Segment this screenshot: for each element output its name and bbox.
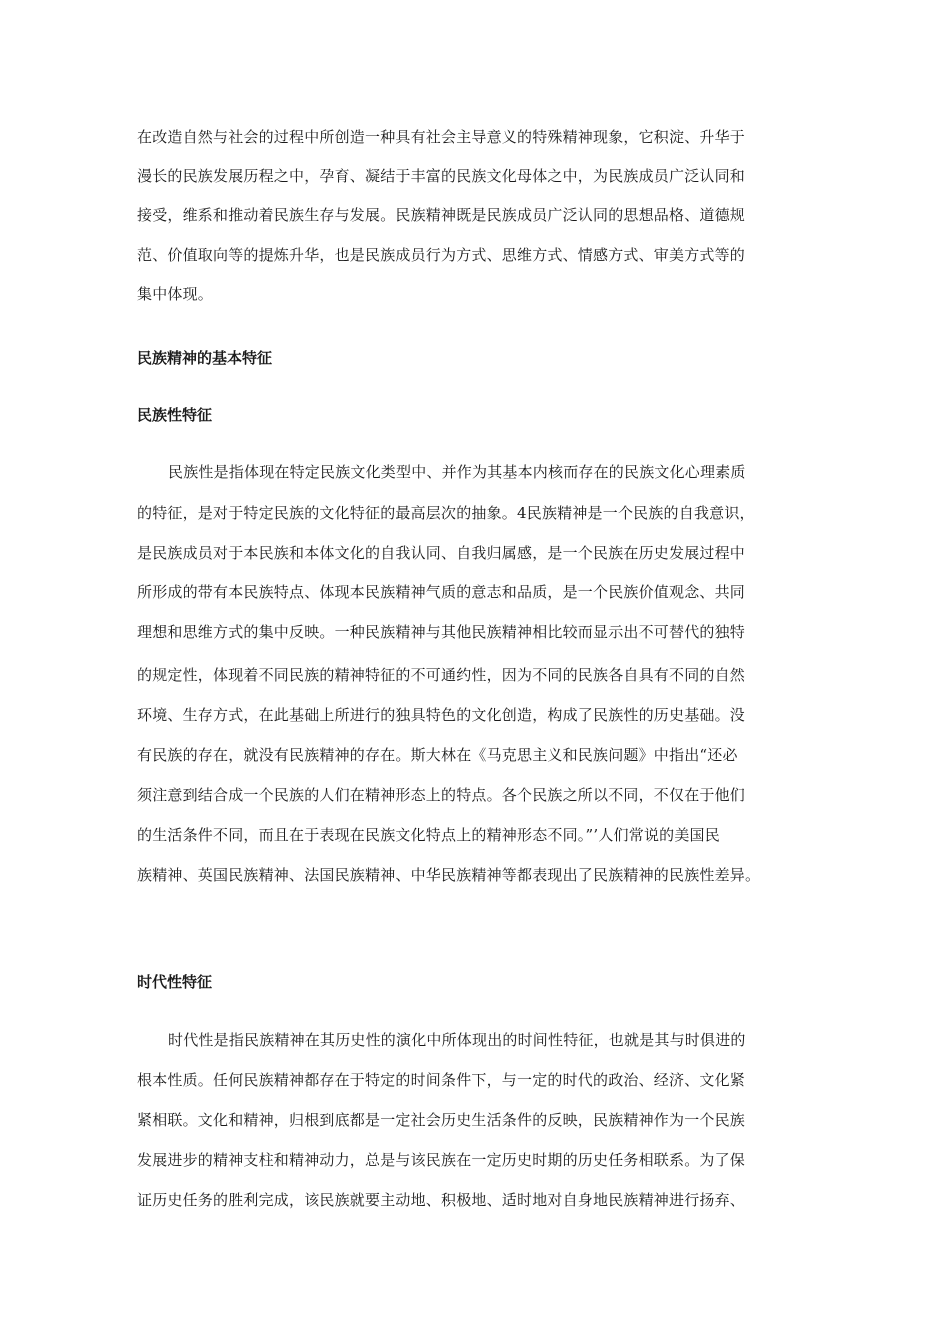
paragraph-1-line: 在改造自然与社会的过程中所创造一种具有社会主导意义的特殊精神现象，它积淀、升华于 [137,128,746,146]
paragraph-1-line: 漫长的民族发展历程之中，孕育、凝结于丰富的民族文化母体之中，为民族成员广泛认同和 [137,167,746,185]
paragraph-2-line: 的生活条件不同，而且在于表现在民族文化特点上的精神形态不同。”’人们常说的美国民 [137,826,720,844]
section-heading-era: 时代性特征 [137,973,213,991]
paragraph-3-line: 时代性是指民族精神在其历史性的演化中所体现出的时间性特征，也就是其与时俱进的 [168,1031,746,1049]
paragraph-3-line: 紧相联。文化和精神，归根到底都是一定社会历史生活条件的反映，民族精神作为一个民族 [137,1111,746,1129]
paragraph-2-line: 的规定性，体现着不同民族的精神特征的不可通约性，因为不同的民族各自具有不同的自然 [137,666,746,684]
section-heading-basic: 民族精神的基本特征 [137,349,273,367]
paragraph-3-line: 证历史任务的胜利完成，该民族就要主动地、积极地、适时地对自身地民族精神进行扬弃、 [137,1191,746,1209]
paragraph-2-line: 所形成的带有本民族特点、体现本民族精神气质的意志和品质，是一个民族价值观念、共同 [137,583,746,601]
paragraph-2-line: 民族性是指体现在特定民族文化类型中、并作为其基本内核而存在的民族文化心理素质 [168,463,746,481]
paragraph-2-line: 是民族成员对于本民族和本体文化的自我认同、自我归属感，是一个民族在历史发展过程中 [137,544,746,562]
paragraph-2-line: 族精神、英国民族精神、法国民族精神、中华民族精神等都表现出了民族精神的民族性差异。 [137,866,761,884]
paragraph-2-line: 环境、生存方式，在此基础上所进行的独具特色的文化创造，构成了民族性的历史基础。没 [137,706,746,724]
section-heading-nationality: 民族性特征 [137,406,213,424]
paragraph-2-line: 的特征，是对于特定民族的文化特征的最高层次的抽象。4民族精神是一个民族的自我意识， [137,504,755,522]
paragraph-1-line: 接受，维系和推动着民族生存与发展。民族精神既是民族成员广泛认同的思想品格、道德规 [137,206,746,224]
paragraph-2-line: 须注意到结合成一个民族的人们在精神形态上的特点。各个民族之所以不同，不仅在于他们 [137,786,746,804]
paragraph-3-line: 根本性质。任何民族精神都存在于特定的时间条件下，与一定的时代的政治、经济、文化紧 [137,1071,746,1089]
paragraph-2-line: 理想和思维方式的集中反映。一种民族精神与其他民族精神相比较而显示出不可替代的独特 [137,623,746,641]
paragraph-3-line: 发展进步的精神支柱和精神动力，总是与该民族在一定历史时期的历史任务相联系。为了保 [137,1151,746,1169]
paragraph-1-line: 范、价值取向等的提炼升华，也是民族成员行为方式、思维方式、情感方式、审美方式等的 [137,246,746,264]
paragraph-2-line: 有民族的存在，就没有民族精神的存在。斯大林在《马克思主义和民族问题》中指出“还必 [137,746,738,764]
paragraph-1-line: 集中体现。 [137,285,214,303]
